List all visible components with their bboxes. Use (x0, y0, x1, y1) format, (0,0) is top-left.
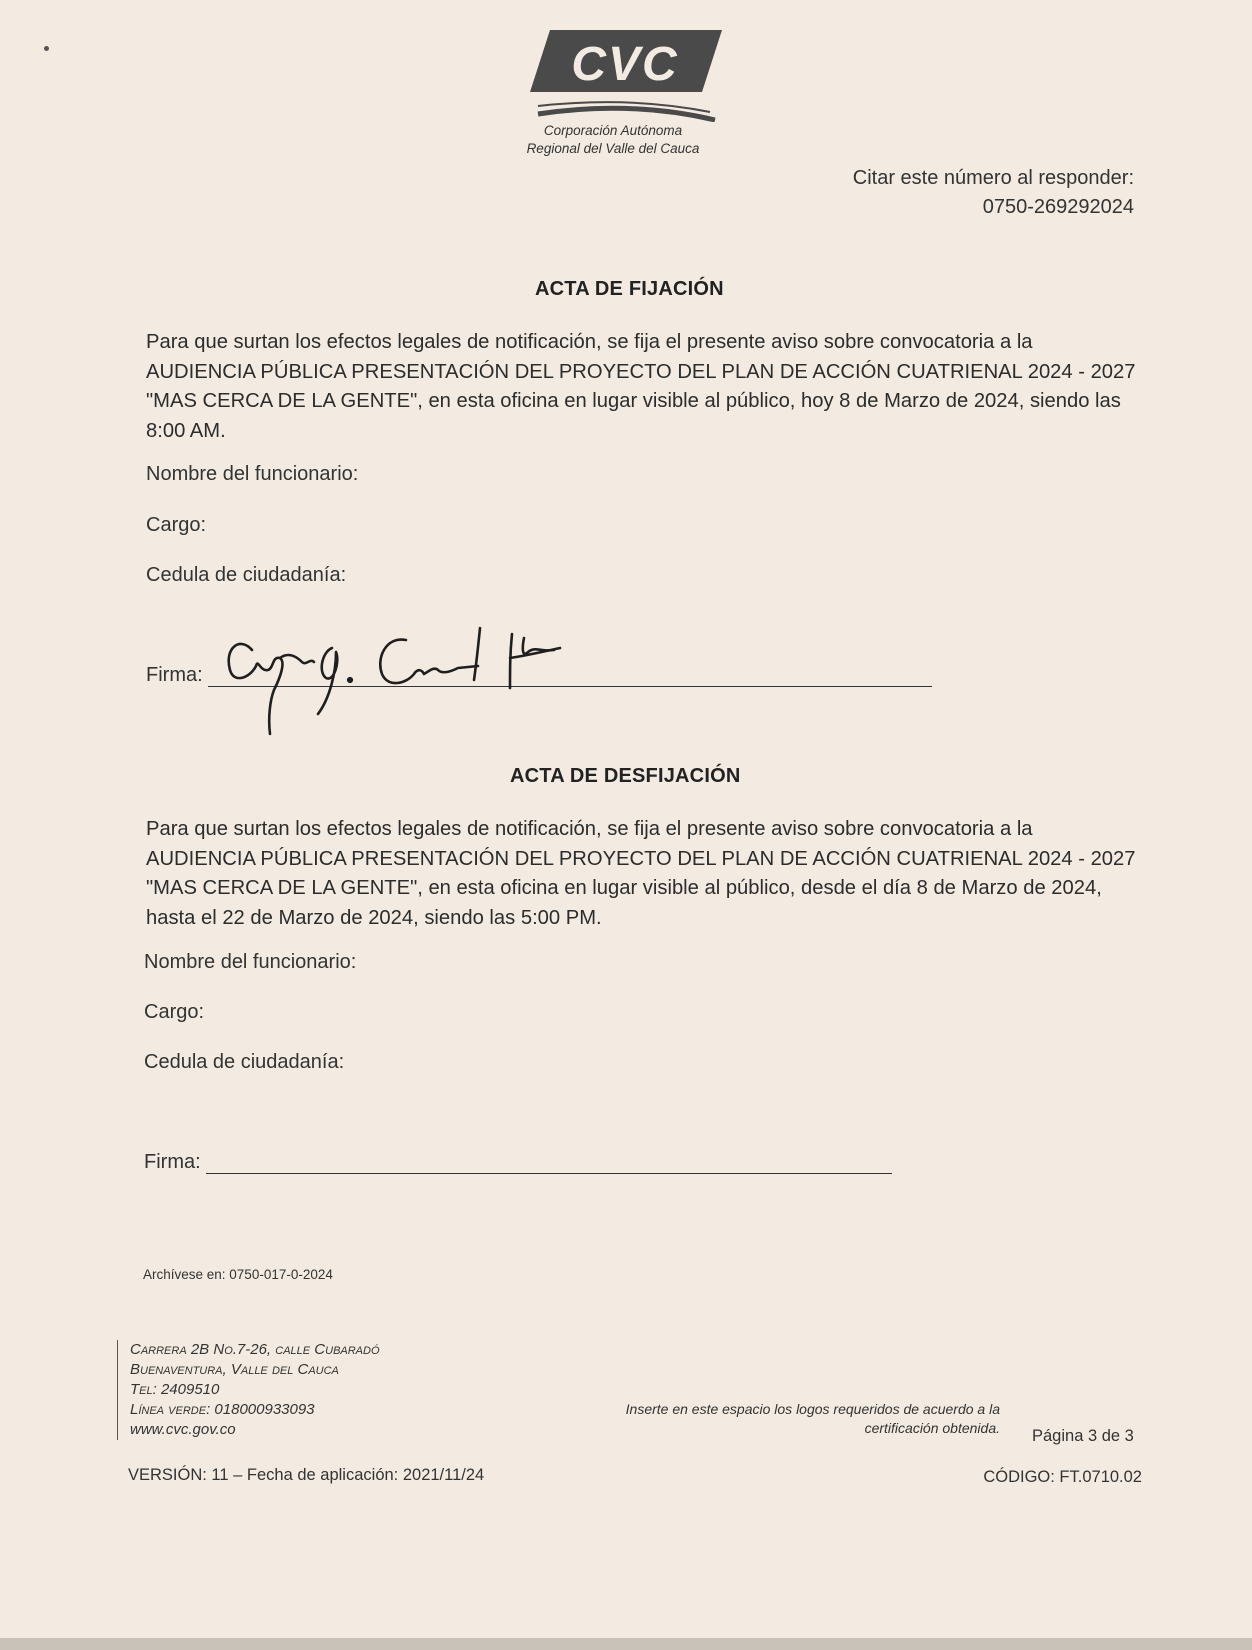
cite-label: Citar este número al responder: (852, 167, 1134, 189)
logo-subtitle (498, 122, 728, 158)
document-code: CÓDIGO: FT.0710.02 (983, 1468, 1142, 1486)
certification-note-line2: certificación obtenida. (864, 1420, 1000, 1436)
fijacion-nombre-label: Nombre del funcionario: (146, 463, 359, 485)
address-green-line: Línea verde: 018000933093 (130, 1401, 315, 1418)
address-phone: Tel: 2409510 (130, 1381, 220, 1398)
address-city: Buenaventura, Valle del Cauca (130, 1361, 339, 1378)
fijacion-title: ACTA DE FIJACIÓN (535, 278, 724, 300)
address-website: www.cvc.gov.co (130, 1421, 236, 1438)
address-block (117, 1340, 380, 1440)
handwritten-signature (210, 618, 610, 738)
fijacion-firma-label: Firma: (146, 664, 203, 686)
certification-note-line1: Inserte en este espacio los logos requeridos de acuerdo a la (625, 1401, 1000, 1417)
archive-reference: Archívese en: 0750-017-0-2024 (143, 1267, 333, 1282)
version-info: VERSIÓN: 11 – Fecha de aplicación: 2021/11/24 (128, 1466, 485, 1484)
address-line: Carrera 2B No.7-26, calle Cubaradó (130, 1341, 380, 1358)
fijacion-cedula-label: Cedula de ciudadanía: (146, 564, 347, 586)
logo-subtitle-line2: Regional del Valle del Cauca (526, 141, 700, 156)
desfijacion-title: ACTA DE DESFIJACIÓN (510, 765, 741, 787)
logo-subtitle-line1: Corporación Autónoma (543, 123, 683, 138)
scan-bottom-edge (0, 1638, 1252, 1650)
desfijacion-signature-line (206, 1173, 892, 1174)
desfijacion-firma-label: Firma: (144, 1151, 201, 1173)
certification-note (560, 1400, 1000, 1438)
fijacion-cargo-label: Cargo: (146, 514, 207, 536)
desfijacion-cedula-label: Cedula de ciudadanía: (144, 1051, 345, 1073)
logo-text: CVC (571, 38, 679, 91)
scan-speck (44, 46, 49, 51)
desfijacion-nombre-label: Nombre del funcionario: (144, 951, 357, 973)
desfijacion-cargo-label: Cargo: (144, 1001, 205, 1023)
fijacion-paragraph: Para que surtan los efectos legales de notificación, se fija el presente aviso sobre convocatoria a la AUDIENCIA PÚBLICA PRESENTACIÓN DEL PROYECTO DEL PLAN DE ACCIÓN CUATRIENAL 2024 - 2027 "MAS CERCA DE LA GENTE", en esta oficina en lugar visible al público, hoy 8 de Marzo de 2024, siendo las 8:00 AM. (146, 331, 1136, 442)
page-number: Página 3 de 3 (1032, 1427, 1134, 1445)
cite-number: 0750-269292024 (982, 196, 1134, 218)
cite-reference (853, 164, 1134, 222)
desfijacion-paragraph: Para que surtan los efectos legales de notificación, se fija el presente aviso sobre convocatoria a la AUDIENCIA PÚBLICA PRESENTACIÓN DEL PROYECTO DEL PLAN DE ACCIÓN CUATRIENAL 2024 - 2027 "MAS CERCA DE LA GENTE", en esta oficina en lugar visible al público, desde el día 8 de Marzo de 2024, hasta el 22 de Marzo de 2024, siendo las 5:00 PM. (146, 818, 1136, 929)
